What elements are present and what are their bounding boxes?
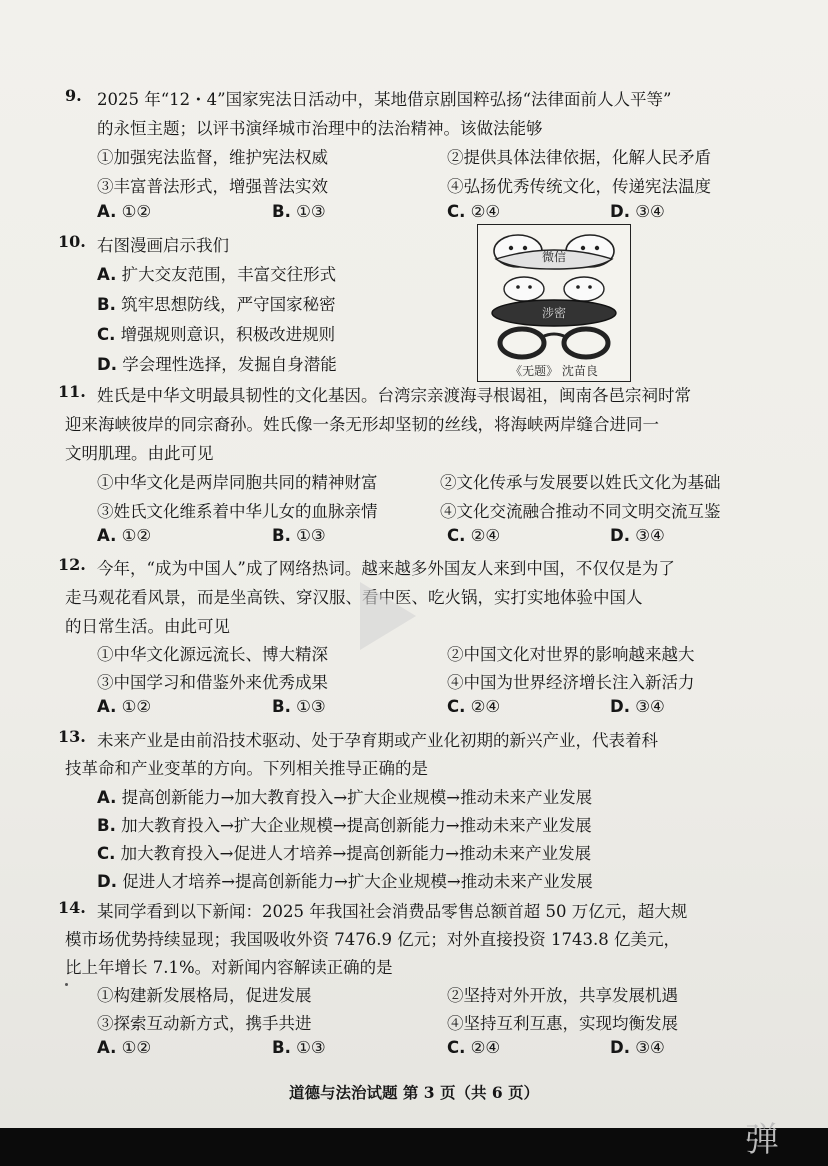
answer-choice-d: D. ③④ <box>610 202 665 221</box>
statement-option: ①中华文化是两岸同胞共同的精神财富 <box>97 473 378 492</box>
statement-option: ②文化传承与发展要以姓氏文化为基础 <box>440 473 721 492</box>
answer-choice-b: B. ①③ <box>272 1038 326 1057</box>
question-number: 14. <box>58 898 86 917</box>
question-stem-line: 右图漫画启示我们 <box>97 236 229 255</box>
statement-option: ④中国为世界经济增长注入新活力 <box>447 673 695 692</box>
answer-choice-c: C. ②④ <box>447 526 501 545</box>
statement-option: ②中国文化对世界的影响越来越大 <box>447 645 695 664</box>
statement-option: ①加强宪法监督，维护宪法权威 <box>97 148 328 167</box>
cartoon-drawing <box>478 225 630 381</box>
stray-mark <box>65 983 68 986</box>
question-stem-line: 模市场优势持续显现；我国吸收外资 7476.9 亿元；对外直接投资 1743.8 亿美元， <box>65 930 680 949</box>
answer-choice-a: A. ①② <box>97 1038 152 1057</box>
question-stem-line: 走马观花看风景，而是坐高铁、穿汉服、看中医、吃火锅，实打实地体验中国人 <box>65 588 643 607</box>
answer-choice-d: D. 学会理性选择，发掘自身潜能 <box>97 355 337 374</box>
question-stem-line: 某同学看到以下新闻：2025 年我国社会消费品零售总额首超 50 万亿元，超大规 <box>97 902 688 921</box>
question-stem-line: 的永恒主题；以评书演绎城市治理中的法治精神。该做法能够 <box>97 119 543 138</box>
question-stem-line: 的日常生活。由此可见 <box>65 617 230 636</box>
statement-option: ①构建新发展格局，促进发展 <box>97 986 312 1005</box>
question-number: 13. <box>58 727 86 746</box>
answer-choice-c: C. ②④ <box>447 1038 501 1057</box>
danmaku-watermark[interactable]: 弹 <box>745 1120 779 1160</box>
question-stem-line: 技革命和产业变革的方向。下列相关推导正确的是 <box>65 759 428 778</box>
question-number: 12. <box>58 555 86 574</box>
answer-choice-c: C. 加大教育投入→促进人才培养→提高创新能力→推动未来产业发展 <box>97 844 592 863</box>
statement-option: ③探索互动新方式，携手共进 <box>97 1014 312 1033</box>
answer-choice-d: D. ③④ <box>610 697 665 716</box>
answer-choice-a: A. ①② <box>97 697 152 716</box>
cartoon-illustration <box>477 224 631 382</box>
statement-option: ②提供具体法律依据，化解人民矛盾 <box>447 148 711 167</box>
question-number: 9. <box>65 86 82 105</box>
statement-option: ①中华文化源远流长、博大精深 <box>97 645 328 664</box>
statement-option: ②坚持对外开放，共享发展机遇 <box>447 986 678 1005</box>
answer-choice-b: B. 加大教育投入→扩大企业规模→提高创新能力→推动未来产业发展 <box>97 816 592 835</box>
video-play-icon[interactable] <box>360 582 416 650</box>
answer-choice-c: C. ②④ <box>447 697 501 716</box>
cartoon-caption: 《无题》 沈苗良 <box>510 364 598 378</box>
answer-choice-d: D. 促进人才培养→提高创新能力→扩大企业规模→推动未来产业发展 <box>97 872 593 891</box>
cartoon-label-classified: 涉密 <box>541 306 567 320</box>
question-stem-line: 姓氏是中华文明最具韧性的文化基因。台湾宗亲渡海寻根谒祖，闽南各邑宗祠时常 <box>97 386 691 405</box>
answer-choice-a: A. ①② <box>97 526 152 545</box>
answer-choice-c: C. ②④ <box>447 202 501 221</box>
question-stem-line: 未来产业是由前沿技术驱动、处于孕育期或产业化初期的新兴产业，代表着科 <box>97 731 658 750</box>
answer-choice-d: D. ③④ <box>610 526 665 545</box>
answer-choice-b: B. ①③ <box>272 202 326 221</box>
question-stem-line: 今年，“成为中国人”成了网络热词。越来越多外国友人来到中国，不仅仅是为了 <box>97 559 675 578</box>
answer-choice-a: A. 扩大交友范围，丰富交往形式 <box>97 265 337 284</box>
answer-choice-c: C. 增强规则意识，积极改进规则 <box>97 325 336 344</box>
question-number: 10. <box>58 232 86 251</box>
page-footer: 道德与法治试题 第 3 页（共 6 页） <box>288 1083 540 1102</box>
question-number: 11. <box>58 382 86 401</box>
statement-option: ③中国学习和借鉴外来优秀成果 <box>97 673 328 692</box>
statement-option: ④弘扬优秀传统文化，传递宪法温度 <box>447 177 711 196</box>
statement-option: ④文化交流融合推动不同文明交流互鉴 <box>440 502 721 521</box>
statement-option: ④坚持互利互惠，实现均衡发展 <box>447 1014 678 1033</box>
statement-option: ③姓氏文化维系着中华儿女的血脉亲情 <box>97 502 378 521</box>
cartoon-label-wechat: 微信 <box>541 250 567 264</box>
answer-choice-a: A. ①② <box>97 202 152 221</box>
answer-choice-b: B. ①③ <box>272 697 326 716</box>
answer-choice-d: D. ③④ <box>610 1038 665 1057</box>
question-stem-line: 比上年增长 7.1%。对新闻内容解读正确的是 <box>65 958 393 977</box>
question-stem-line: 2025 年“12・4”国家宪法日活动中，某地借京剧国粹弘扬“法律面前人人平等” <box>97 90 672 109</box>
answer-choice-a: A. 提高创新能力→加大教育投入→扩大企业规模→推动未来产业发展 <box>97 788 593 807</box>
answer-choice-b: B. ①③ <box>272 526 326 545</box>
answer-choice-b: B. 筑牢思想防线，严守国家秘密 <box>97 295 336 314</box>
question-stem-line: 迎来海峡彼岸的同宗裔孙。姓氏像一条无形却坚韧的丝线，将海峡两岸缝合进同一 <box>65 415 659 434</box>
question-stem-line: 文明肌理。由此可见 <box>65 444 214 463</box>
statement-option: ③丰富普法形式，增强普法实效 <box>97 177 328 196</box>
